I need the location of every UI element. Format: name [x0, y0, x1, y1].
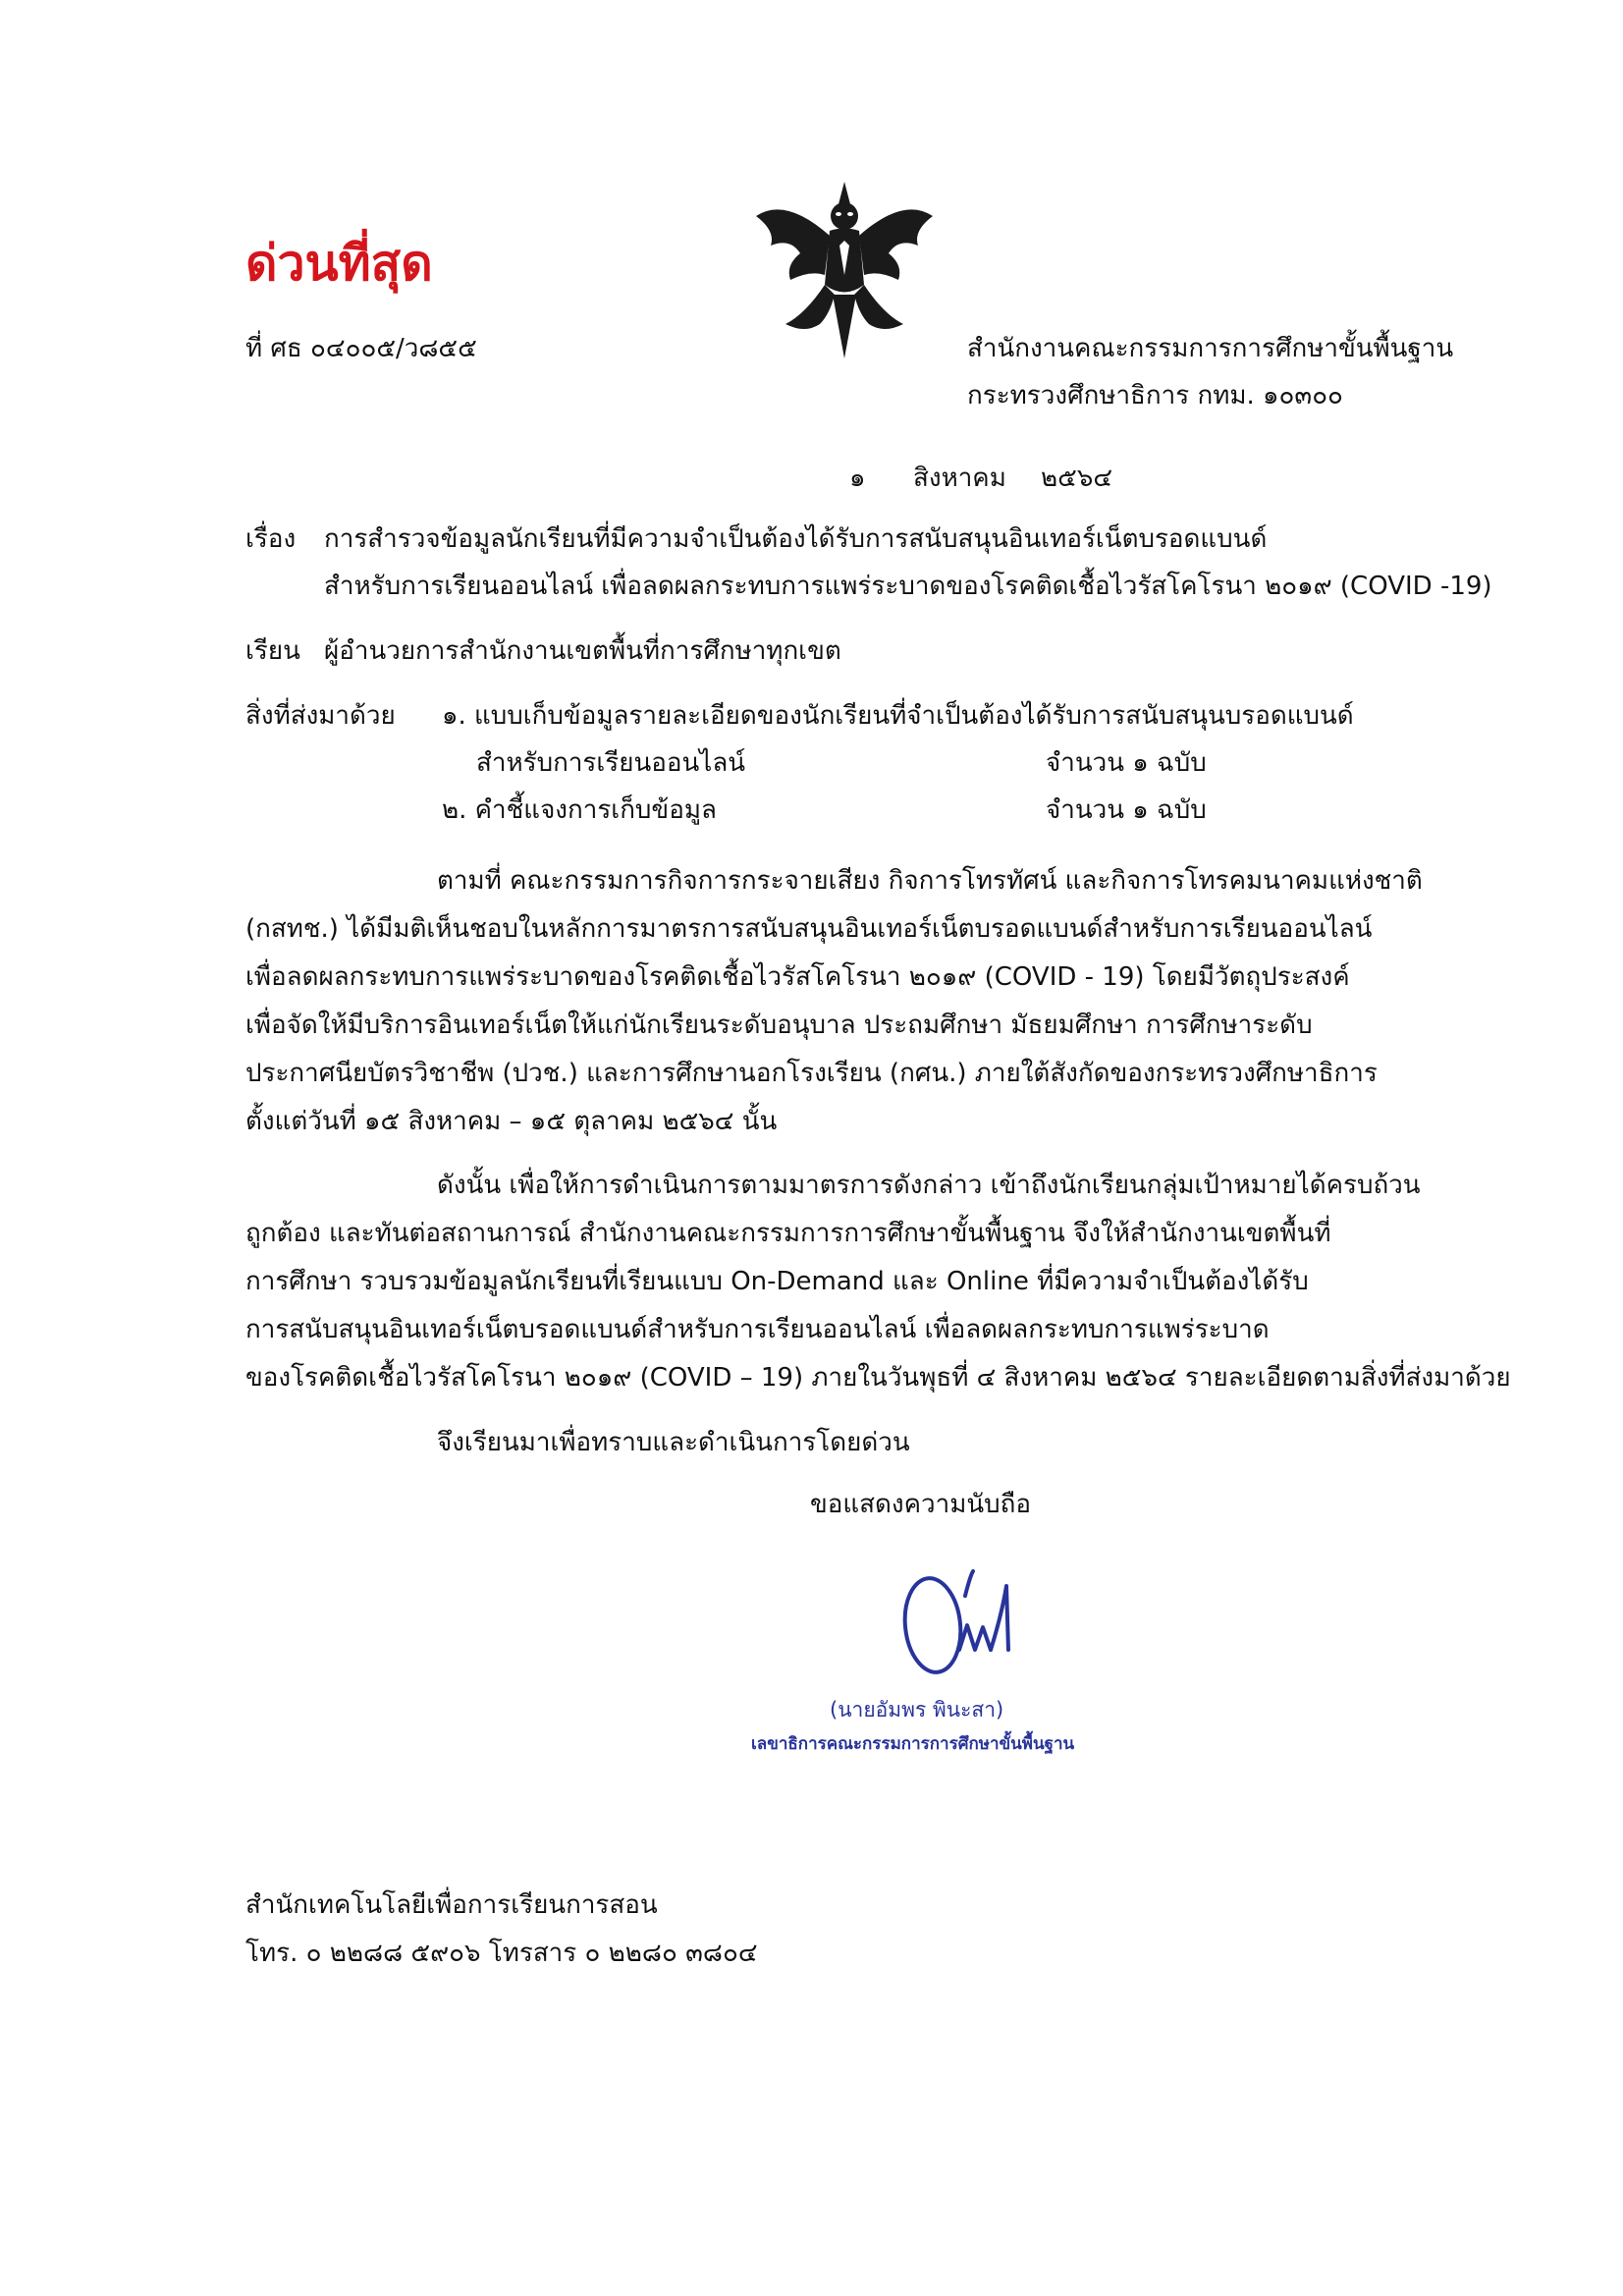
enclosure-item-2: ๒. คำชี้แจงการเก็บข้อมูล [442, 795, 717, 825]
date-month: สิงหาคม [913, 464, 1006, 493]
paragraph-1-line: เพื่อลดผลกระทบการแพร่ระบาดของโรคติดเชื้อไวรัสโคโรนา ๒๐๑๙ (COVID - 19) โดยมีวัตถุประสงค์ [245, 962, 1350, 992]
paragraph-2-line: การสนับสนุนอินเทอร์เน็ตบรอดแบนด์สำหรับการเรียนออนไลน์ เพื่อลดผลกระทบการแพร่ระบาด [245, 1315, 1270, 1344]
handwritten-signature-icon [889, 1557, 1055, 1684]
paragraph-2-line: ของโรคติดเชื้อไวรัสโคโรนา ๒๐๑๙ (COVID – 19) ภายในวันพุธที่ ๔ สิงหาคม ๒๕๖๔ รายละเอียดตามสิ่งที่ส่งมาด้วย [245, 1363, 1511, 1393]
paragraph-3: จึงเรียนมาเพื่อทราบและดำเนินการโดยด่วน [437, 1428, 910, 1457]
enclosure-item-1-cont: สำหรับการเรียนออนไลน์ [476, 748, 746, 778]
urgency-mark: ด่วนที่สุด [245, 235, 433, 292]
footer-office: สำนักเทคโนโลยีเพื่อการเรียนการสอน [245, 1890, 658, 1920]
paragraph-2-line: ถูกต้อง และทันต่อสถานการณ์ สำนักงานคณะกรรมการการศึกษาขั้นพื้นฐาน จึงให้สำนักงานเขตพื้นที่ [245, 1219, 1331, 1248]
enclosures-label: สิ่งที่ส่งมาด้วย [245, 701, 396, 731]
enclosure-item-2-qty: จำนวน ๑ ฉบับ [1046, 795, 1207, 825]
addressee-text: ผู้อำนวยการสำนักงานเขตพื้นที่การศึกษาทุกเขต [324, 636, 841, 666]
footer-contact: โทร. ๐ ๒๒๘๘ ๕๙๐๖ โทรสาร ๐ ๒๒๘๐ ๓๘๐๔ [245, 1939, 758, 1968]
paragraph-1-line: (กสทช.) ได้มีมติเห็นชอบในหลักการมาตรการสนับสนุนอินเทอร์เน็ตบรอดแบนด์สำหรับการเรียนออนไลน์ [245, 914, 1373, 944]
date-day: ๑ [849, 464, 866, 493]
paragraph-2-line: ดังนั้น เพื่อให้การดำเนินการตามมาตรการดังกล่าว เข้าถึงนักเรียนกลุ่มเป้าหมายได้ครบถ้วน [437, 1171, 1421, 1200]
subject-label: เรื่อง [245, 524, 297, 554]
paragraph-1-line: ตั้งแต่วันที่ ๑๕ สิงหาคม – ๑๕ ตุลาคม ๒๕๖๔ นั้น [245, 1107, 778, 1136]
enclosure-item-1: ๑. แบบเก็บข้อมูลรายละเอียดของนักเรียนที่จำเป็นต้องได้รับการสนับสนุนบรอดแบนด์ [442, 701, 1354, 731]
document-number: ที่ ศธ ๐๔๐๐๕/ว๘๕๕ [245, 334, 477, 363]
issuing-office: สำนักงานคณะกรรมการการศึกษาขั้นพื้นฐาน [967, 334, 1454, 363]
garuda-emblem-icon [746, 177, 943, 363]
signer-title: เลขาธิการคณะกรรมการการศึกษาขั้นพื้นฐาน [751, 1734, 1075, 1754]
paragraph-1-line: ตามที่ คณะกรรมการกิจการกระจายเสียง กิจการโทรทัศน์ และกิจการโทรคมนาคมแห่งชาติ [437, 866, 1423, 896]
addressee-label: เรียน [245, 636, 300, 666]
issuing-ministry: กระทรวงศึกษาธิการ กทม. ๑๐๓๐๐ [967, 381, 1343, 410]
date-year: ๒๕๖๔ [1041, 464, 1112, 493]
subject-line-2: สำหรับการเรียนออนไลน์ เพื่อลดผลกระทบการแพร่ระบาดของโรคติดเชื้อไวรัสโคโรนา ๒๐๑๙ (COVID -19) [324, 572, 1492, 601]
paragraph-2-line: การศึกษา รวบรวมข้อมูลนักเรียนที่เรียนแบบ On-Demand และ Online ที่มีความจำเป็นต้องได้รับ [245, 1267, 1309, 1296]
subject-line-1: การสำรวจข้อมูลนักเรียนที่มีความจำเป็นต้องได้รับการสนับสนุนอินเทอร์เน็ตบรอดแบนด์ [324, 524, 1268, 554]
enclosure-item-1-qty: จำนวน ๑ ฉบับ [1046, 748, 1207, 778]
paragraph-1-line: เพื่อจัดให้มีบริการอินเทอร์เน็ตให้แก่นักเรียนระดับอนุบาล ประถมศึกษา มัธยมศึกษา การศึกษาระดับ [245, 1011, 1313, 1040]
closing-salutation: ขอแสดงความนับถือ [810, 1490, 1031, 1519]
signer-name: (นายอัมพร พินะสา) [830, 1698, 1004, 1722]
paragraph-1-line: ประกาศนียบัตรวิชาชีพ (ปวช.) และการศึกษานอกโรงเรียน (กศน.) ภายใต้สังกัดของกระทรวงศึกษาธิการ [245, 1059, 1378, 1088]
